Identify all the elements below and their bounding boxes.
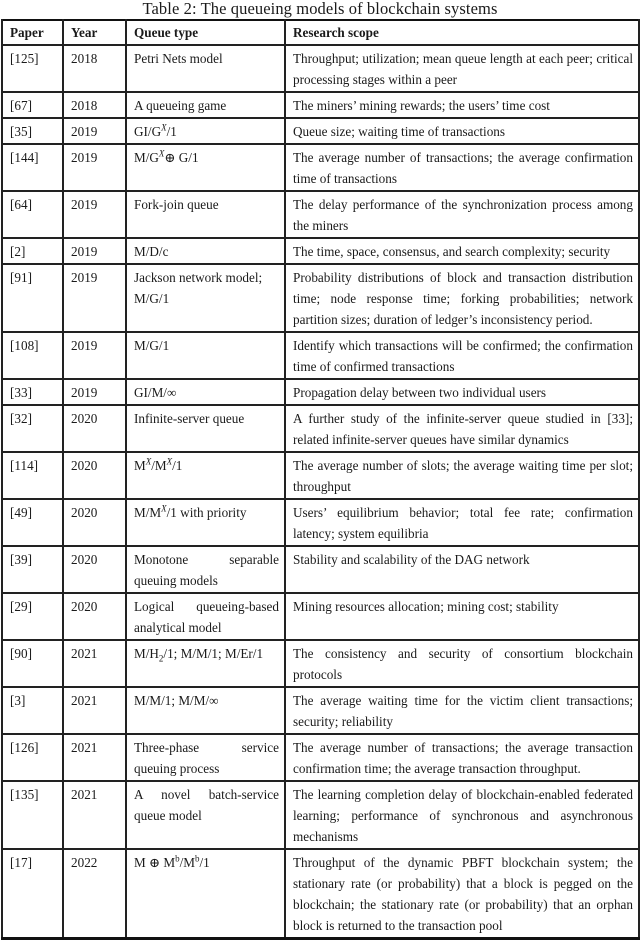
table-row	[2, 332, 639, 379]
header-year: Year	[63, 20, 126, 45]
header-research-scope: Research scope	[285, 20, 639, 45]
cell-year: 2020	[63, 546, 126, 593]
cell-research-scope: Throughput of the dynamic PBFT blockchain system; the stationary rate (or probability) that a block is pegged on the blockchain; the stationary rate (or probability) that an orphan block is returned to the transaction pool	[285, 849, 639, 939]
cell-research-scope: The average number of transactions; the average transaction confirmation time; the average transaction throughput.	[285, 734, 639, 781]
table-row	[2, 264, 639, 332]
cell-year: 2021	[63, 734, 126, 781]
cell-queue-type: A novel batch-service queue model	[126, 781, 285, 849]
cell-queue-type: GI/M/∞	[126, 379, 285, 405]
cell-year: 2019	[63, 264, 126, 332]
header-queue-type: Queue type	[126, 20, 285, 45]
table-row	[2, 379, 639, 405]
table-row	[2, 191, 639, 238]
table-row	[2, 452, 639, 499]
cell-queue-type: M/D/c	[126, 238, 285, 264]
cell-queue-type: $M/H_2/1$; M/M/1; M/Er/1	[126, 640, 285, 687]
cell-queue-type: Infinite-server queue	[126, 405, 285, 452]
table-row	[2, 849, 639, 939]
cell-paper: [64]	[2, 191, 63, 238]
cell-year: 2020	[63, 593, 126, 640]
header-paper: Paper	[2, 20, 63, 45]
cell-year: 2019	[63, 118, 126, 144]
table-header-row	[2, 20, 639, 45]
cell-research-scope: Propagation delay between two individual users	[285, 379, 639, 405]
cell-research-scope: Mining resources allocation; mining cost; stability	[285, 593, 639, 640]
cell-research-scope: The consistency and security of consortium blockchain protocols	[285, 640, 639, 687]
cell-queue-type: Three-phase service queuing process	[126, 734, 285, 781]
cell-year: 2019	[63, 238, 126, 264]
cell-paper: [2]	[2, 238, 63, 264]
cell-year: 2021	[63, 640, 126, 687]
cell-paper: [32]	[2, 405, 63, 452]
table-row	[2, 640, 639, 687]
cell-research-scope: Throughput; utilization; mean queue length at each peer; critical processing stages within a peer	[285, 45, 639, 92]
table-row	[2, 45, 639, 92]
cell-paper: [3]	[2, 687, 63, 734]
cell-queue-type: $M/M^X/1$ with priority	[126, 499, 285, 546]
cell-queue-type: Fork-join queue	[126, 191, 285, 238]
cell-queue-type: $M^X/M^X/1$	[126, 452, 285, 499]
cell-queue-type: Petri Nets model	[126, 45, 285, 92]
cell-paper: [39]	[2, 546, 63, 593]
cell-queue-type: Monotone separable queuing models	[126, 546, 285, 593]
cell-paper: [17]	[2, 849, 63, 939]
cell-paper: [91]	[2, 264, 63, 332]
queueing-models-table	[1, 19, 640, 940]
cell-queue-type: $M/G^X\oplus$ G/1	[126, 144, 285, 191]
table-row	[2, 92, 639, 118]
cell-paper: [35]	[2, 118, 63, 144]
cell-research-scope: The average number of slots; the average waiting time per slot; throughput	[285, 452, 639, 499]
cell-research-scope: Queue size; waiting time of transactions	[285, 118, 639, 144]
cell-queue-type: $GI/G^X/1$	[126, 118, 285, 144]
cell-paper: [126]	[2, 734, 63, 781]
cell-research-scope: The miners’ mining rewards; the users’ time cost	[285, 92, 639, 118]
cell-paper: [49]	[2, 499, 63, 546]
table-row	[2, 593, 639, 640]
table-row	[2, 546, 639, 593]
cell-year: 2019	[63, 144, 126, 191]
cell-queue-type: A queueing game	[126, 92, 285, 118]
cell-paper: [67]	[2, 92, 63, 118]
cell-paper: [135]	[2, 781, 63, 849]
table-row	[2, 118, 639, 144]
cell-research-scope: Identify which transactions will be confirmed; the confirmation time of confirmed transactions	[285, 332, 639, 379]
cell-queue-type: Logical queueing-based analytical model	[126, 593, 285, 640]
cell-paper: [108]	[2, 332, 63, 379]
cell-research-scope: The delay performance of the synchronization process among the miners	[285, 191, 639, 238]
cell-research-scope: Users’ equilibrium behavior; total fee rate; confirmation latency; system equilibria	[285, 499, 639, 546]
cell-year: 2020	[63, 405, 126, 452]
cell-year: 2021	[63, 781, 126, 849]
table-row	[2, 144, 639, 191]
cell-year: 2022	[63, 849, 126, 939]
table-row	[2, 781, 639, 849]
cell-research-scope: A further study of the infinite-server queue studied in [33]; related infinite-server queues have similar dynamics	[285, 405, 639, 452]
cell-queue-type: M ⊕ $M^b/M^b/1$	[126, 849, 285, 939]
cell-paper: [29]	[2, 593, 63, 640]
table-caption: Table 2: The queueing models of blockchain systems	[142, 0, 498, 18]
cell-year: 2019	[63, 191, 126, 238]
cell-research-scope: The average number of transactions; the average confirmation time of transactions	[285, 144, 639, 191]
cell-year: 2019	[63, 379, 126, 405]
cell-year: 2019	[63, 332, 126, 379]
cell-year: 2020	[63, 499, 126, 546]
cell-year: 2018	[63, 45, 126, 92]
cell-research-scope: Probability distributions of block and transaction distribution time; node response time; forking probabilities; network partition sizes; duration of ledger’s inconsistency period.	[285, 264, 639, 332]
cell-queue-type: M/M/1; M/M/∞	[126, 687, 285, 734]
table-row	[2, 499, 639, 546]
cell-paper: [90]	[2, 640, 63, 687]
table-row	[2, 405, 639, 452]
cell-research-scope: The time, space, consensus, and search complexity; security	[285, 238, 639, 264]
table-row	[2, 238, 639, 264]
cell-queue-type: Jackson network model; M/G/1	[126, 264, 285, 332]
cell-research-scope: The average waiting time for the victim client transactions; security; reliability	[285, 687, 639, 734]
cell-paper: [114]	[2, 452, 63, 499]
cell-queue-type: M/G/1	[126, 332, 285, 379]
cell-research-scope: The learning completion delay of blockchain-enabled federated learning; performance of synchronous and asynchronous mechanisms	[285, 781, 639, 849]
cell-research-scope: Stability and scalability of the DAG network	[285, 546, 639, 593]
table-row	[2, 734, 639, 781]
cell-year: 2018	[63, 92, 126, 118]
cell-paper: [125]	[2, 45, 63, 92]
table-row	[2, 687, 639, 734]
cell-year: 2020	[63, 452, 126, 499]
cell-year: 2021	[63, 687, 126, 734]
cell-paper: [33]	[2, 379, 63, 405]
cell-paper: [144]	[2, 144, 63, 191]
